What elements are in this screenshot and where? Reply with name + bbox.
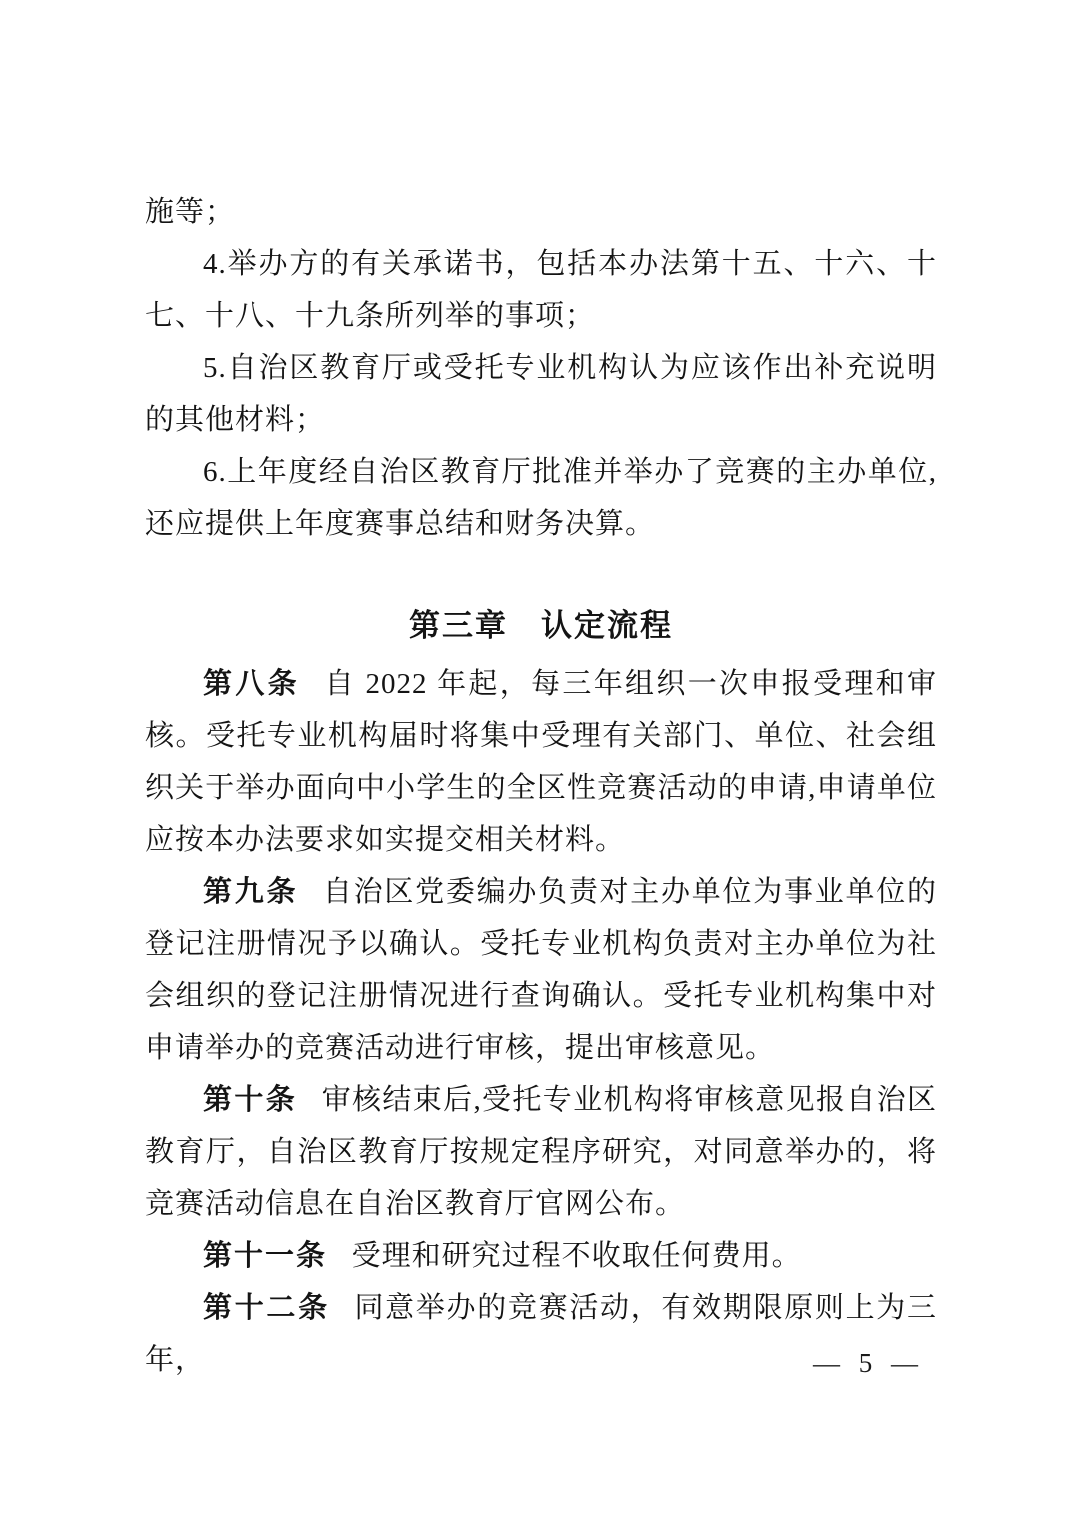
paragraph-article-11 (145, 1230, 937, 1282)
paragraph-article-10 (145, 1074, 937, 1230)
article-number: 第十条 (203, 1084, 298, 1116)
paragraph-text: 施等； (145, 196, 236, 228)
paragraph (145, 446, 937, 550)
paragraph-text: 自 2022 年起，每三年组织一次申报受理和审核。受托专业机构届时将集中受理有关部门、单位、社会组织关于举办面向中小学生的全区性竞赛活动的申请,申请单位应按本办法要求如实提交相关材料。 (145, 668, 937, 856)
paragraph-text: 4.举办方的有关承诺书，包括本办法第十五、十六、十七、十八、十九条所列举的事项； (145, 248, 937, 332)
paragraph-article-8 (145, 658, 937, 866)
document-body (145, 186, 937, 1386)
paragraph-text: 自治区党委编办负责对主办单位为事业单位的登记注册情况予以确认。受托专业机构负责对主办单位为社会组织的登记注册情况进行查询确认。受托专业机构集中对申请举办的竞赛活动进行审核，提出审核意见。 (145, 876, 937, 1064)
paragraph (145, 238, 937, 342)
article-number: 第八条 (203, 668, 300, 700)
article-number: 第十一条 (203, 1240, 328, 1272)
paragraph-text: 同意举办的竞赛活动，有效期限原则上为三年， (145, 1292, 937, 1376)
page-footer (813, 1348, 924, 1379)
page-number: — 5 — (813, 1348, 924, 1378)
paragraph-text: 受理和研究过程不收取任何费用。 (351, 1240, 802, 1272)
chapter-heading: 第三章 认定流程 (409, 608, 673, 643)
article-number: 第九条 (203, 876, 299, 908)
paragraph-text: 5.自治区教育厅或受托专业机构认为应该作出补充说明的其他材料； (145, 352, 937, 436)
paragraph-text: 审核结束后,受托专业机构将审核意见报自治区教育厅，自治区教育厅按规定程序研究，对同意举办的，将竞赛活动信息在自治区教育厅官网公布。 (145, 1084, 937, 1220)
paragraph-text: 6.上年度经自治区教育厅批准并举办了竞赛的主办单位,还应提供上年度赛事总结和财务决算。 (145, 456, 937, 540)
paragraph (145, 342, 937, 446)
paragraph-article-9 (145, 866, 937, 1074)
article-number: 第十二条 (203, 1292, 330, 1324)
paragraph (145, 186, 937, 238)
